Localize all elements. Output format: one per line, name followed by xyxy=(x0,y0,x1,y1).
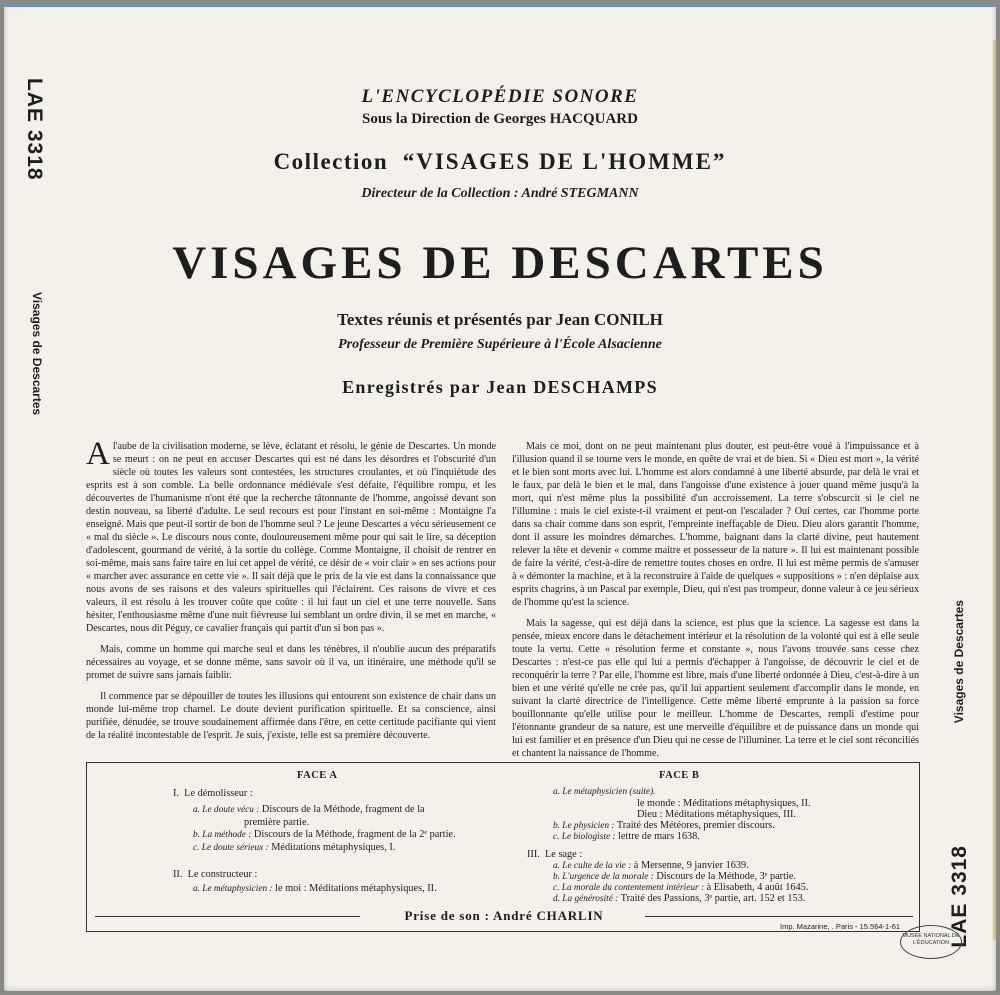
track-line xyxy=(173,869,257,881)
track-line xyxy=(193,883,437,895)
track-line xyxy=(553,786,656,798)
track-section-number: II. xyxy=(173,869,188,880)
collection-name: “VISAGES DE L'HOMME” xyxy=(402,149,727,174)
track-text: lettre de mars 1638. xyxy=(615,831,700,842)
track-text: Dieu : Méditations métaphysiques, III. xyxy=(637,809,796,820)
body-paragraph: Mais ce moi, dont on ne peut maintenant plus douter, est peut-être voué à l'impuissance et à l'illusion quand il se tourne vers le monde, en quête de vrai et de bien. Si « Dieu est mort », la vérité et le bien sont morts avec lui. L'homme est alors condamné à une liberté absurde, par delà le vrai et le faux, par delà le bien et le mal, dans l'angoisse d'une existence à jouer quand même jusqu'à la mort, qui n'est même plus la possibilité d'un accroissement. La terre s'obscurcit si le ciel ne l'illumine : mais le ciel existe-t-il vraiment et peut-on l'escalader ? Oui certes, car l'homme porte dans sa chair comme dans son esprit, l'empreinte ineffaçable de Dieu. Dieu alors garantit l'homme, dont il assure les moindres démarches. L'homme, baignant dans la clarté divine, peut hautement relever la tête et devenir « comme maître et possesseur de la nature ». Il lui est maintenant possible de faire la vérité, c'est-à-dire de remettre toutes choses en ordre. Il lui est même permis de s'amuser à « démonter la machine, et à la reconstruire à l'aide de quelques « suppositions » : n'en déplaise aux esprits chagrins, à un Pascal par exemple, Dieu, qui n'est pas trompeur, donne valeur à ce jeu sérieux de l'homme qu'est la science. xyxy=(512,441,919,608)
direction-line: Sous la Direction de Georges HACQUARD xyxy=(362,111,638,127)
track-text: le monde : Méditations métaphysiques, II. xyxy=(637,798,811,809)
track-label: b. Le physicien : xyxy=(553,821,615,831)
collection-director: Directeur de la Collection : André STEGMANN xyxy=(361,186,639,201)
track-label: c. Le doute sérieux : xyxy=(193,843,269,853)
track-section-number: I. xyxy=(173,788,185,799)
album-title: VISAGES DE DESCARTES xyxy=(172,237,828,289)
track-text: Méditations métaphysiques, I. xyxy=(268,842,396,853)
body-column-right xyxy=(512,440,919,768)
track-label: a. Le métaphysicien (suite). xyxy=(553,787,656,797)
body-paragraph: Il commence par se dépouiller de toutes les illusions qui entourent son existence de chair dans un monde lui-même trop charnel. Le doute devient purification spirituelle. Et sa conscience, ainsi purifiée, dénudée, se trouve soudainement affirmée dans l'être, en cette certitude pacifiante qui vient de la réalité incontestable de l'esprit. Je suis, j'existe, telle est sa première découverte. xyxy=(86,691,496,741)
spine-title-right: Visages de Descartes xyxy=(952,600,966,724)
track-label: a. Le doute vécu : xyxy=(193,805,260,815)
track-text: Traité des Passions, 3ᵉ partie, art. 152 et 153. xyxy=(618,893,806,904)
track-text: Discours de la Méthode, 3ᵉ partie. xyxy=(653,871,796,882)
track-label: c. La morale du contentement intérieur : xyxy=(553,883,705,893)
face-a-heading: FACE A xyxy=(297,770,338,781)
track-line xyxy=(193,842,395,854)
track-text: Discours de la Méthode, fragment de la 2ᵉ partie. xyxy=(251,829,456,840)
enregistres-credit: Enregistrés par Jean DESCHAMPS xyxy=(342,377,658,397)
collection-line xyxy=(0,149,1000,175)
body-paragraph: Al'aube de la civilisation moderne, se lève, éclatant et résolu, le génie de Descartes. Un monde se meurt : on ne peut en accuser Descartes qui est né dans les désordres et l'obscurité d'un siècle où toutes les valeurs sont contestées, les structures croulantes, et où l'inquiétude des esprits est à son comble. La belle ordonnance médiévale s'est défaite, l'équilibre rompu, et les découvertes de l'humanisme n'ont été que la recherche tâtonnante de l'homme, angoissé devant son destin nouveau, sa liberté d'adulte. Le seul recours est pour l'instant en soi-même : Montaigne l'a enseigné. Mais que peut-il sortir de bon de l'homme seul ? Le jeune Descartes a vécu sérieusement ce « mal du siècle ». Le discours nous conte, douloureusement même pour qui sait le lire, sa déception d'adolescent, gourmand de vérité, à la sortie du collège. Comme Montaigne, il choisit de rentrer en soi-même, mais sans faire taire en lui cet appel de vérité, ce désir de « voir clair » en ses actions pour « marcher avec assurance en cette vie ». Il sait déjà que le prix de la vie est dans la connaissance que nous avons de ses raisons et des valeurs spirituelles qui l'éclairent. Ces raisons de vivre et ces valeurs, il est résolu à les trouver coûte que coûte : il lui faut un ciel et une terre nouvelle. Sans hésiter, l'enthousiasme même d'une nuit fiévreuse lui semblant un ordre divin, il se met en marche, « Descartes, nous dit Péguy, ce cavalier français qui partit d'un si bon pas ». xyxy=(86,436,496,634)
track-text: à Mersenne, 9 janvier 1639. xyxy=(631,860,749,871)
printer-credit: Imp. Mazarine, . Paris - 15.564-1-61 xyxy=(780,922,901,931)
track-line xyxy=(173,788,253,800)
face-b-heading: FACE B xyxy=(659,770,700,781)
catalog-number-right: LAE 3318 xyxy=(948,845,971,948)
spine-title-left: Visages de Descartes xyxy=(30,292,44,416)
collection-prefix: Collection xyxy=(273,149,389,174)
track-line xyxy=(553,831,700,843)
track-listing-box xyxy=(86,762,920,932)
top-edge xyxy=(4,4,996,7)
track-text: Traité des Météores, premier discours. xyxy=(614,820,775,831)
track-label: a. Le métaphysicien : xyxy=(193,884,273,894)
track-label: d. La générosité : xyxy=(553,894,619,904)
track-line xyxy=(553,893,805,905)
encyclopedie-title: L'ENCYCLOPÉDIE SONORE xyxy=(361,86,639,107)
track-label: c. Le biologiste : xyxy=(553,832,616,842)
track-text: Discours de la Méthode, fragment de la xyxy=(259,804,425,815)
right-edge xyxy=(993,40,996,940)
track-section-number: III. xyxy=(527,849,546,860)
track-line xyxy=(193,804,425,816)
catalog-number-left: LAE 3318 xyxy=(23,78,46,181)
track-label: b. La méthode : xyxy=(193,830,252,840)
track-text: première partie. xyxy=(244,817,310,828)
track-text: Le démolisseur : xyxy=(184,788,253,799)
track-label: b. L'urgence de la morale : xyxy=(553,872,654,882)
track-text: à Elisabeth, 4 août 1645. xyxy=(704,882,809,893)
body-paragraph: Mais la sagesse, qui est déjà dans la science, est plus que la science. La sagesse est dans la pensée, mieux encore dans le détachement intérieur et la résolution de la volonté qui est à elle seule toute la vertu. Cette « résolution ferme et constante », nous l'avons trouvée sans cesse chez Descartes : n'est-ce pas elle qui lui a permis d'échapper à l'angoisse, de découvrir le ciel et de reconquérir la terre ? Par elle, l'homme est libre, mais d'une liberté ordonnée à Dieu, c'est-à-dire à un bien et une vérité qu'elle ne crée pas, qu'il lui appartient seulement d'accomplir dans le monde, en suivant la clarté directrice de l'intelligence. Cette même liberté emprunte à la passion sa force bouillonnante qu'elle utilise pour le meilleur. L'homme de Descartes, rempli d'estime pour l'étonnante grandeur de sa nature, est une merveille d'équilibre et de puissance dans un monde qui lui est familier et en présence d'un Dieu qui ne cesse de l'illuminer. La terre et le ciel sont réconciliés et chantent la naissance de l'homme. xyxy=(512,618,919,759)
body-paragraph: Mais, comme un homme qui marche seul et dans les ténèbres, il n'oublie aucun des préparatifs nécessaires au voyage, et se donne même, sans savoir où il va, un itinéraire, une méthode qu'il se promet de suivre sans jamais faiblir. xyxy=(86,644,496,681)
professeur-credit: Professeur de Première Supérieure à l'École Alsacienne xyxy=(338,337,662,352)
track-label: a. Le culte de la vie : xyxy=(553,861,632,871)
prise-de-son: Prise de son : André CHARLIN xyxy=(404,908,604,923)
track-text: le moi : Méditations métaphysiques, II. xyxy=(272,883,437,894)
body-column-left xyxy=(86,436,496,750)
track-line xyxy=(244,817,309,829)
track-line xyxy=(193,829,456,841)
museum-stamp: MUSÉE NATIONAL DE L'ÉDUCATION xyxy=(900,925,962,959)
track-text: Le sage : xyxy=(545,849,583,860)
track-text: Le constructeur : xyxy=(187,869,258,880)
drop-cap: A xyxy=(86,436,110,472)
textes-credit: Textes réunis et présentés par Jean CONILH xyxy=(337,310,663,329)
